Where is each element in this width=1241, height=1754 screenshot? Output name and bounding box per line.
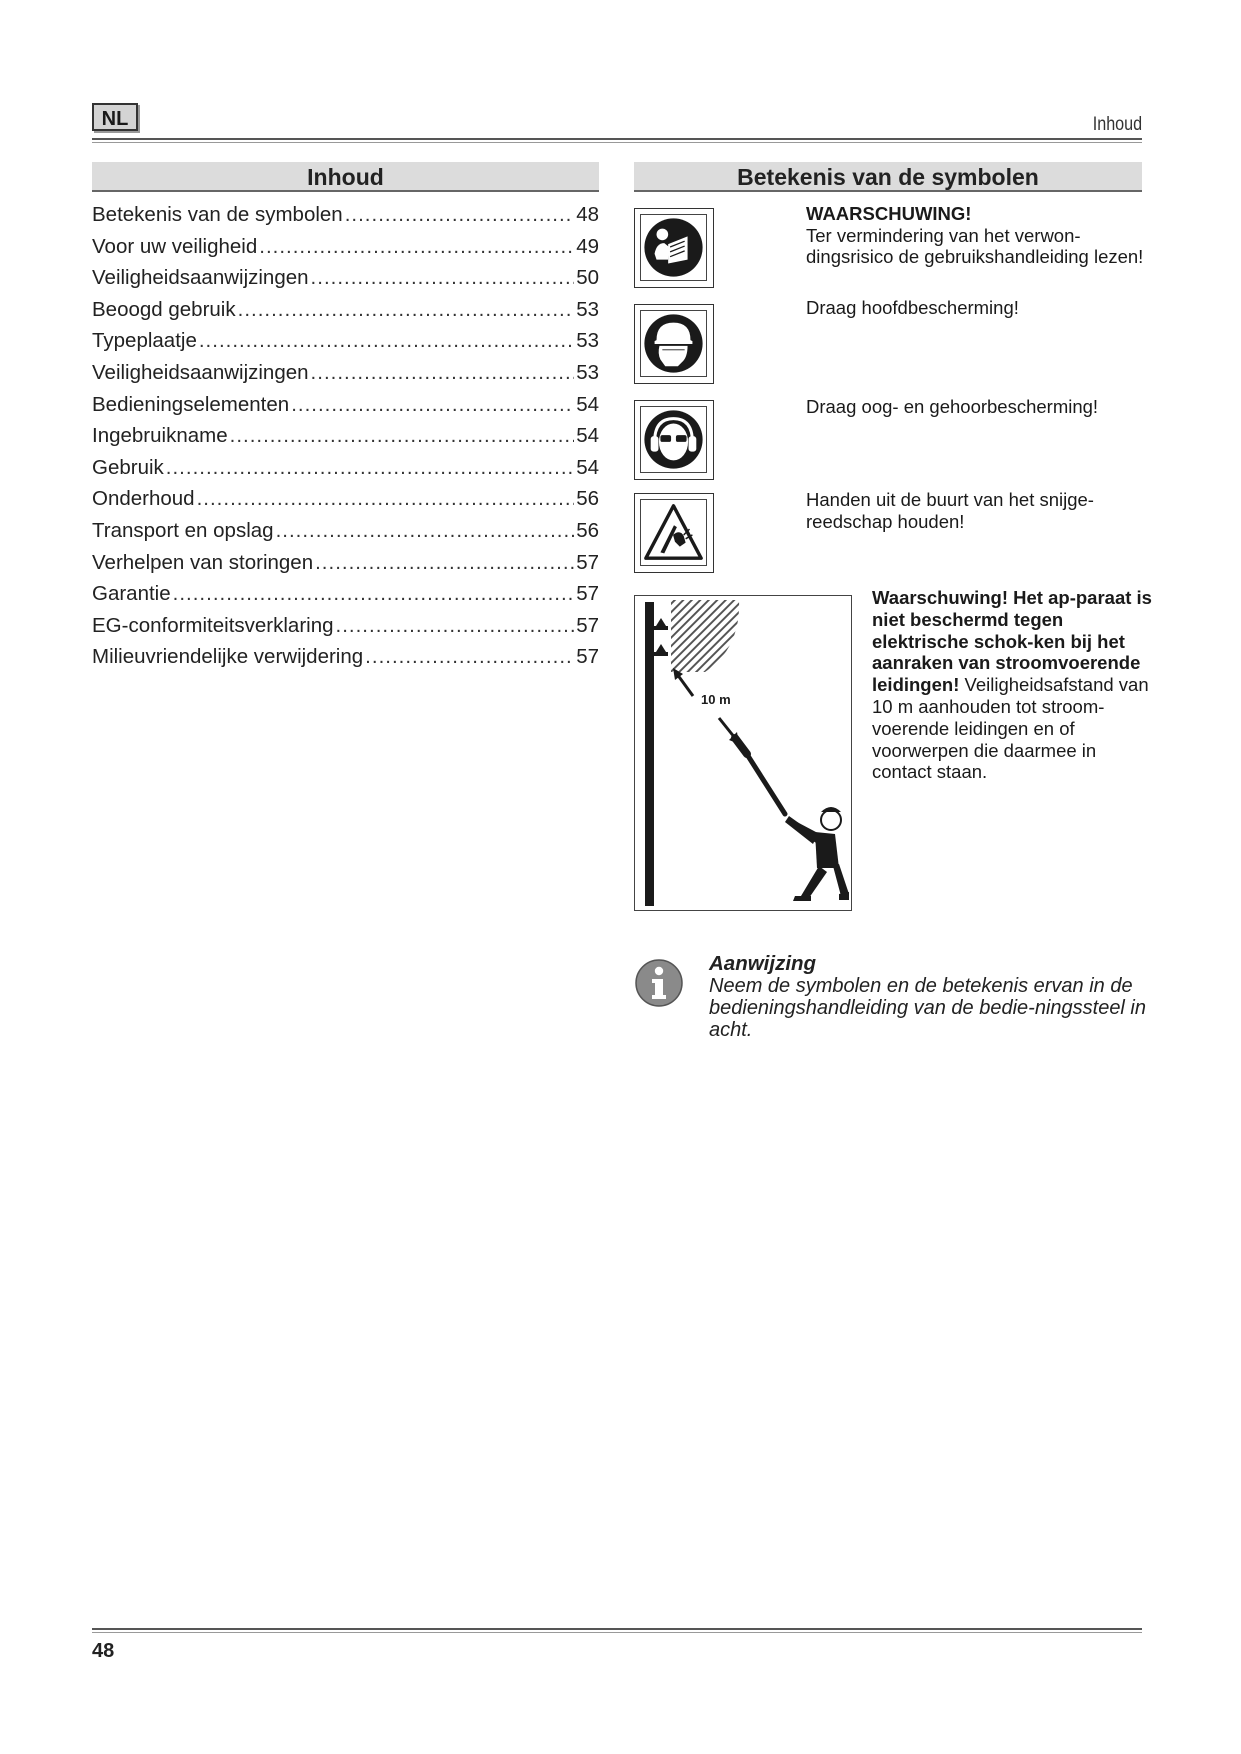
table-of-contents [92, 203, 599, 677]
header-title: Inhoud [1092, 114, 1142, 135]
toc-entry[interactable]: EG-conformiteitsverklaring ..... 57 [92, 614, 599, 646]
toc-entry[interactable]: Garantie ..... 57 [92, 582, 599, 614]
hand-cutting-warning-symbol [634, 493, 714, 573]
toc-entry[interactable]: Typeplaatje ..... 53 [92, 329, 599, 361]
toc-heading: Inhoud [92, 162, 599, 192]
toc-entry[interactable]: Ingebruikname ..... 54 [92, 424, 599, 456]
eye-ear-protection-symbol [634, 400, 714, 480]
note-text: Neem de symbolen en de betekenis ervan in de bedieningshandleiding van de bedie-ningssteel in acht. [709, 975, 1147, 1041]
symbols-heading: Betekenis van de symbolen [634, 162, 1142, 192]
symbol-description: Draag oog- en gehoorbescherming! [806, 396, 1099, 417]
toc-entry[interactable]: Betekenis van de symbolen ..... 48 [92, 203, 599, 235]
hand-cutting-warning-icon [640, 499, 707, 566]
eye-ear-protection-icon [640, 406, 707, 473]
page-number: 48 [92, 1640, 115, 1662]
head-protection-symbol [634, 304, 714, 384]
symbol-description: Handen uit de buurt van het snijge-reedschap houden! [806, 489, 1094, 532]
toc-entry[interactable]: Bedieningselementen ..... 54 [92, 393, 599, 425]
toc-entry[interactable]: Onderhoud ..... 56 [92, 487, 599, 519]
head-protection-icon [640, 310, 707, 377]
power-line-warning-figure [634, 595, 852, 911]
note-block [709, 953, 1149, 1041]
toc-entry[interactable]: Veiligheidsaanwijzingen ..... 50 [92, 266, 599, 298]
power-line-warning-detail: Veiligheidsafstand van 10 m aanhouden tot stroom-voerende leidingen en of voorwerpen die daarmee in contact staan. [872, 674, 1149, 783]
footer-rule-thin [92, 1632, 1142, 1633]
toc-entry[interactable]: Verhelpen van storingen ..... 57 [92, 551, 599, 583]
info-icon [634, 958, 684, 1008]
power-line-warning-text [872, 587, 1152, 783]
toc-entry[interactable]: Veiligheidsaanwijzingen ..... 53 [92, 361, 599, 393]
toc-entry[interactable]: Beoogd gebruik ..... 53 [92, 298, 599, 330]
toc-entry[interactable]: Voor uw veiligheid ..... 49 [92, 235, 599, 267]
symbol-warning-label: WAARSCHUWING! [806, 203, 972, 224]
header-rule [92, 138, 1142, 140]
symbol-description: Draag hoofdbescherming! [806, 297, 1019, 318]
language-tag: NL [92, 103, 138, 131]
header-rule-thin [92, 142, 1142, 143]
note-title: Aanwijzing [709, 952, 817, 975]
read-manual-icon [640, 214, 707, 281]
power-line-illustration [635, 596, 850, 909]
toc-entry[interactable]: Transport en opslag ..... 56 [92, 519, 599, 551]
distance-label: 10 m [701, 692, 731, 707]
symbol-description: WAARSCHUWING! Ter vermindering van het verwon-dingsrisico de gebruikshandleiding lezen! [806, 203, 1146, 268]
read-manual-symbol [634, 208, 714, 288]
power-line-warning-bold: Waarschuwing! Het ap-paraat is niet beschermd tegen elektrische schok-ken bij het aanraken van stroomvoerende leidingen! [872, 587, 1152, 696]
toc-entry[interactable]: Milieuvriendelijke verwijdering ..... 57 [92, 645, 599, 677]
toc-entry[interactable]: Gebruik ..... 54 [92, 456, 599, 488]
footer-rule [92, 1628, 1142, 1630]
